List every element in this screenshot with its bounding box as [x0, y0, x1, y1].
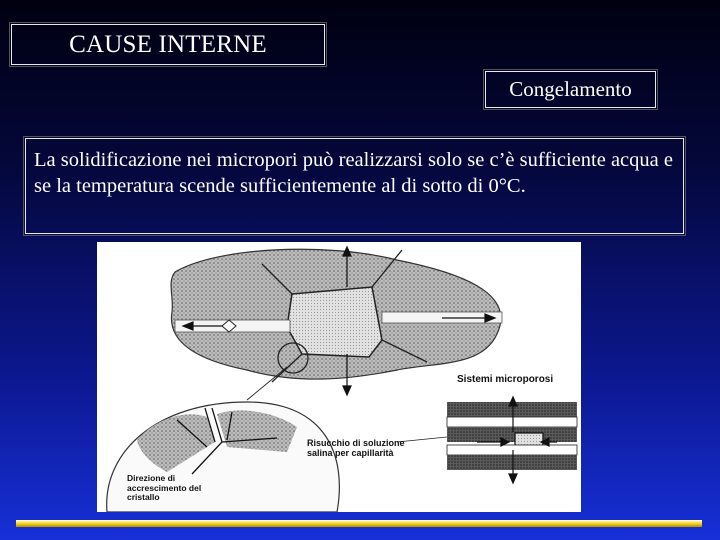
body-text-box [25, 138, 684, 234]
label-sistemi: Sistemi microporosi [457, 374, 554, 385]
label-direzione-line-2: accrescimento del [127, 482, 202, 493]
bottom-accent-line [16, 520, 702, 527]
label-risucchio-line-1: Risucchio di soluzione [307, 438, 405, 448]
label-direzione-line-1: Direzione di [127, 473, 176, 483]
label-direzione-line-3: cristallo [127, 492, 160, 502]
label-direzione [127, 474, 237, 503]
central-pore [287, 287, 382, 357]
label-risucchio [307, 438, 405, 458]
body-text: La solidificazione nei micropori può realizzarsi solo se c’è sufficiente acqua e se la temperatura scende sufficientemente al di sotto di 0°C. [34, 149, 673, 197]
micropore-diagram [97, 242, 581, 512]
section-label: Congelamento [485, 71, 656, 108]
label-risucchio-line-2: salina per capillarità [307, 448, 394, 458]
slide-title: CAUSE INTERNE [11, 24, 325, 65]
